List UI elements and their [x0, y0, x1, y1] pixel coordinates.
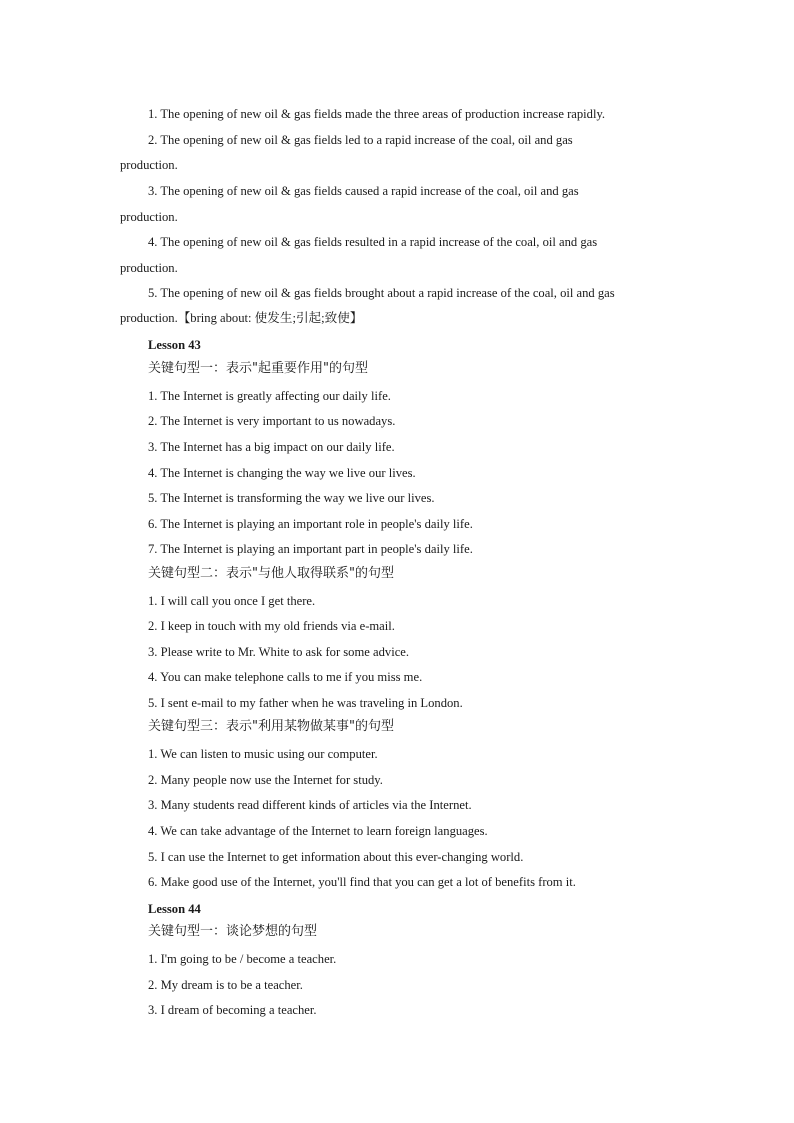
- lesson-43-pattern-3-item: 3. Many students read different kinds of articles via the Internet.: [148, 798, 472, 812]
- lesson-43-pattern-1-item: 6. The Internet is playing an important role in people's daily life.: [148, 517, 473, 531]
- lesson-44-pattern-1-item: 2. My dream is to be a teacher.: [148, 978, 303, 992]
- intro-sentence-5-cont: production.【bring about: 使发生;引起;致使】: [120, 311, 363, 325]
- lesson-43-pattern-2-item: 1. I will call you once I get there.: [148, 594, 316, 608]
- lesson-43-pattern-2-item: 2. I keep in touch with my old friends via e-mail.: [148, 619, 395, 633]
- intro-sentence-2: 2. The opening of new oil & gas fields led to a rapid increase of the coal, oil and gas: [148, 133, 573, 147]
- intro-sentence-5: 5. The opening of new oil & gas fields brought about a rapid increase of the coal, oil and gas: [148, 286, 615, 300]
- lesson-43-pattern-2-heading: 关键句型二：表示"与他人取得联系"的句型: [148, 566, 394, 581]
- intro-sentence-3-cont: production.: [120, 210, 178, 224]
- lesson-43-pattern-3-item: 5. I can use the Internet to get information about this ever-changing world.: [148, 850, 524, 864]
- lesson-43-pattern-1-item: 4. The Internet is changing the way we live our lives.: [148, 466, 416, 480]
- lesson-44-title: Lesson 44: [148, 902, 201, 916]
- lesson-43-pattern-3-item: 2. Many people now use the Internet for study.: [148, 773, 383, 787]
- lesson-43-pattern-3-heading: 关键句型三：表示"利用某物做某事"的句型: [148, 719, 394, 734]
- intro-sentence-4-cont: production.: [120, 261, 178, 275]
- lesson-44-pattern-1-heading: 关键句型一：谈论梦想的句型: [148, 924, 318, 939]
- lesson-43-pattern-1-item: 3. The Internet has a big impact on our daily life.: [148, 440, 395, 454]
- lesson-43-pattern-3-item: 6. Make good use of the Internet, you'll find that you can get a lot of benefits from it.: [148, 875, 576, 889]
- lesson-43-title: Lesson 43: [148, 338, 201, 352]
- lesson-44-pattern-1-item: 3. I dream of becoming a teacher.: [148, 1003, 317, 1017]
- lesson-43-pattern-2-item: 3. Please write to Mr. White to ask for some advice.: [148, 645, 410, 659]
- lesson-43-pattern-1-item: 5. The Internet is transforming the way we live our lives.: [148, 491, 435, 505]
- intro-sentence-3: 3. The opening of new oil & gas fields caused a rapid increase of the coal, oil and gas: [148, 184, 579, 198]
- lesson-43-pattern-2-item: 5. I sent e-mail to my father when he was traveling in London.: [148, 696, 463, 710]
- lesson-43-pattern-1-item: 7. The Internet is playing an important part in people's daily life.: [148, 542, 473, 556]
- lesson-43-pattern-2-item: 4. You can make telephone calls to me if you miss me.: [148, 670, 423, 684]
- lesson-43-pattern-3-item: 4. We can take advantage of the Internet to learn foreign languages.: [148, 824, 488, 838]
- intro-sentence-1: 1. The opening of new oil & gas fields made the three areas of production increase rapidly.: [148, 107, 606, 121]
- lesson-43-pattern-1-item: 2. The Internet is very important to us nowadays.: [148, 414, 396, 428]
- intro-sentence-4: 4. The opening of new oil & gas fields resulted in a rapid increase of the coal, oil and gas: [148, 235, 598, 249]
- lesson-43-pattern-3-item: 1. We can listen to music using our computer.: [148, 747, 378, 761]
- lesson-43-pattern-1-heading: 关键句型一：表示"起重要作用"的句型: [148, 361, 368, 376]
- intro-sentence-2-cont: production.: [120, 158, 178, 172]
- lesson-43-pattern-1-item: 1. The Internet is greatly affecting our daily life.: [148, 389, 391, 403]
- lesson-44-pattern-1-item: 1. I'm going to be / become a teacher.: [148, 952, 337, 966]
